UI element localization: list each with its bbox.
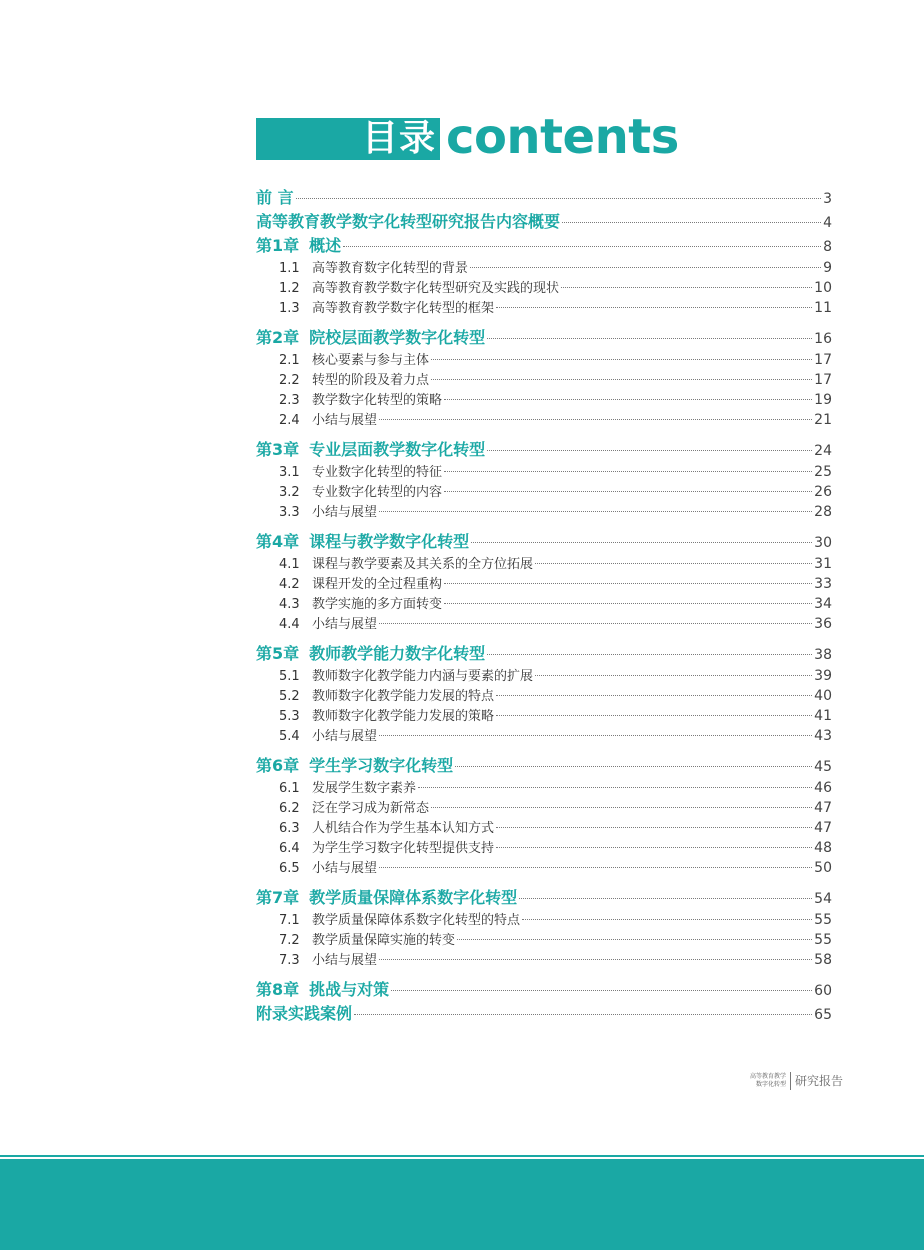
toc-page-number: 9: [823, 260, 832, 276]
toc-entry-title: 挑战与对策: [309, 980, 390, 999]
toc-entry-number: 第5章: [256, 644, 300, 663]
toc-entry-label: [256, 687, 494, 707]
toc-entry-label: [256, 754, 453, 778]
toc-entry-label: [256, 210, 560, 234]
toc-dot-leader: [379, 511, 812, 512]
toc-gap: [256, 634, 832, 642]
toc-entry-number: 3.3: [279, 505, 300, 520]
toc-section-row[interactable]: [256, 462, 832, 482]
footer-band: [0, 1159, 924, 1250]
toc-entry-number: 6.2: [279, 801, 300, 816]
toc-entry-title: 小结与展望: [312, 729, 378, 744]
toc-entry-number: 4.4: [279, 617, 300, 632]
toc-section-row[interactable]: [256, 554, 832, 574]
toc-entry-title: 附录实践案例: [256, 1004, 353, 1023]
toc-entry-number: 4.1: [279, 557, 300, 572]
toc-section-row[interactable]: [256, 726, 832, 746]
toc-dot-leader: [343, 246, 821, 247]
toc-dot-leader: [496, 847, 812, 848]
toc-entry-title: 为学生学习数字化转型提供支持: [312, 841, 495, 856]
toc-entry-label: [256, 463, 442, 483]
title-cn: 目录: [362, 118, 437, 159]
toc-page-number: 34: [814, 596, 832, 612]
toc-dot-leader: [379, 419, 812, 420]
toc-page-number: 54: [814, 891, 832, 907]
toc-entry-number: 2.3: [279, 393, 300, 408]
toc-chapter-row[interactable]: [256, 326, 832, 350]
toc-dot-leader: [444, 603, 812, 604]
toc-section-row[interactable]: [256, 482, 832, 502]
toc-entry-number: 5.3: [279, 709, 300, 724]
footer-logo-line1: 高等教育教学: [749, 1073, 786, 1080]
toc-page-number: 65: [814, 1007, 832, 1023]
toc-gap: [256, 746, 832, 754]
toc-entry-label: [256, 1002, 352, 1026]
toc-entry-label: [256, 351, 429, 371]
toc-entry-label: [256, 371, 429, 391]
toc-entry-number: 2.2: [279, 373, 300, 388]
toc-entry-label: [256, 391, 442, 411]
toc-entry-number: 3.1: [279, 465, 300, 480]
toc-entry-label: [256, 886, 517, 910]
toc-page-number: 55: [814, 912, 832, 928]
toc-entry-number: 1.2: [279, 281, 300, 296]
toc-chapter-row[interactable]: [256, 978, 832, 1002]
toc-chapter-row[interactable]: [256, 186, 832, 210]
toc-entry-title: 教师数字化教学能力发展的特点: [312, 689, 495, 704]
toc-page-number: 58: [814, 952, 832, 968]
toc-entry-number: 第8章: [256, 980, 300, 999]
footer-logo-line2: 数字化转型: [755, 1081, 786, 1088]
footer-logo-divider: [790, 1072, 791, 1090]
toc-entry-title: 课程与教学数字化转型: [309, 532, 470, 551]
toc-dot-leader: [496, 715, 812, 716]
toc-page-number: 41: [814, 708, 832, 724]
toc-page-number: 45: [814, 759, 832, 775]
toc-entry-title: 专业层面教学数字化转型: [309, 440, 486, 459]
toc-entry-title: 课程开发的全过程重构: [312, 577, 443, 592]
toc-chapter-row[interactable]: [256, 438, 832, 462]
toc-entry-label: [256, 727, 377, 747]
toc-entry-label: [256, 859, 377, 879]
toc-section-row[interactable]: [256, 858, 832, 878]
toc-entry-label: [256, 259, 468, 279]
toc-gap: [256, 522, 832, 530]
toc-entry-title: 发展学生数字素养: [312, 781, 417, 796]
toc-entry-label: [256, 299, 494, 319]
toc-entry-number: 7.1: [279, 913, 300, 928]
toc-dot-leader: [444, 583, 812, 584]
toc-section-row[interactable]: [256, 798, 832, 818]
toc-entry-label: [256, 483, 442, 503]
toc-section-row[interactable]: [256, 910, 832, 930]
toc-entry-title: 专业数字化转型的特征: [312, 465, 443, 480]
toc-page-number: 55: [814, 932, 832, 948]
toc-dot-leader: [487, 654, 812, 655]
toc-entry-number: 4.2: [279, 577, 300, 592]
toc-dot-leader: [379, 735, 812, 736]
toc-entry-label: [256, 707, 494, 727]
toc-entry-title: 教师数字化教学能力发展的策略: [312, 709, 495, 724]
toc-entry-title: 小结与展望: [312, 617, 378, 632]
toc-section-row[interactable]: [256, 614, 832, 634]
toc-dot-leader: [487, 450, 812, 451]
toc-section-row[interactable]: [256, 410, 832, 430]
toc-page-number: 10: [814, 280, 832, 296]
toc-section-row[interactable]: [256, 350, 832, 370]
toc-section-row[interactable]: [256, 818, 832, 838]
toc-page-number: 26: [814, 484, 832, 500]
toc-dot-leader: [496, 307, 812, 308]
toc-section-row[interactable]: [256, 778, 832, 798]
toc-entry-number: 5.1: [279, 669, 300, 684]
toc-dot-leader: [391, 990, 812, 991]
toc-entry-title: 小结与展望: [312, 953, 378, 968]
toc-title: [256, 109, 706, 165]
toc-entry-number: 2.1: [279, 353, 300, 368]
toc-page-number: 50: [814, 860, 832, 876]
toc-chapter-row[interactable]: [256, 754, 832, 778]
toc-page-number: 21: [814, 412, 832, 428]
toc-entry-number: 5.2: [279, 689, 300, 704]
toc-entry-label: [256, 799, 429, 819]
toc-entry-label: [256, 530, 469, 554]
toc-entry-label: [256, 978, 389, 1002]
toc-entry-title: 前 言: [256, 188, 294, 207]
toc-chapter-row[interactable]: [256, 1002, 832, 1026]
toc-dot-leader: [455, 766, 812, 767]
toc-chapter-row[interactable]: [256, 210, 832, 234]
toc-entry-number: 6.5: [279, 861, 300, 876]
toc-entry-title: 教学质量保障体系数字化转型: [309, 888, 518, 907]
footer-logo-text: 研究报告: [795, 1074, 844, 1088]
toc-entry-title: 学生学习数字化转型: [309, 756, 454, 775]
toc-entry-label: [256, 411, 377, 431]
toc-page-number: 19: [814, 392, 832, 408]
toc-entry-number: 第7章: [256, 888, 300, 907]
toc-dot-leader: [562, 222, 821, 223]
toc-section-row[interactable]: [256, 502, 832, 522]
toc-gap: [256, 970, 832, 978]
toc-entry-number: 第3章: [256, 440, 300, 459]
toc-page-number: 4: [823, 215, 832, 231]
toc-entry-title: 专业数字化转型的内容: [312, 485, 443, 500]
toc-section-row[interactable]: [256, 574, 832, 594]
toc-dot-leader: [471, 542, 812, 543]
toc-entry-title: 教学质量保障实施的转变: [312, 933, 456, 948]
toc-dot-leader: [535, 675, 812, 676]
toc-entry-label: [256, 642, 485, 666]
title-en: contents: [446, 109, 679, 165]
toc-entry-label: [256, 186, 294, 210]
toc-entry-label: [256, 595, 442, 615]
toc-page-number: 39: [814, 668, 832, 684]
toc-page-number: 3: [823, 191, 832, 207]
toc-entry-title: 高等教育教学数字化转型的框架: [312, 301, 495, 316]
toc-entry-title: 人机结合作为学生基本认知方式: [312, 821, 495, 836]
toc-entry-label: [256, 234, 341, 258]
toc-entry-label: [256, 931, 455, 951]
toc-section-row[interactable]: [256, 706, 832, 726]
toc-page-number: 28: [814, 504, 832, 520]
toc-entry-title: 高等教育教学数字化转型研究及实践的现状: [312, 281, 560, 296]
toc-page-number: 25: [814, 464, 832, 480]
toc-gap: [256, 318, 832, 326]
toc-dot-leader: [379, 623, 812, 624]
toc-entry-number: 7.3: [279, 953, 300, 968]
toc-dot-leader: [519, 898, 812, 899]
toc-entry-title: 教学实施的多方面转变: [312, 597, 443, 612]
toc-entry-title: 高等教育数字化转型的背景: [312, 261, 469, 276]
toc-entry-number: 第4章: [256, 532, 300, 551]
toc-gap: [256, 878, 832, 886]
toc-dot-leader: [535, 563, 812, 564]
toc-entry-title: 转型的阶段及着力点: [312, 373, 430, 388]
toc-entry-title: 概述: [309, 236, 342, 255]
toc-section-row[interactable]: [256, 930, 832, 950]
toc-entry-number: 第6章: [256, 756, 300, 775]
toc-entry-number: 2.4: [279, 413, 300, 428]
toc-page-number: 16: [814, 331, 832, 347]
toc-section-row[interactable]: [256, 950, 832, 970]
toc-entry-number: 4.3: [279, 597, 300, 612]
toc-entry-title: 小结与展望: [312, 861, 378, 876]
toc-entry-label: [256, 279, 559, 299]
toc-dot-leader: [431, 379, 812, 380]
toc-entry-title: 泛在学习成为新常态: [312, 801, 430, 816]
toc-dot-leader: [379, 867, 812, 868]
toc-page-number: 48: [814, 840, 832, 856]
footer-logo-small: [745, 1073, 786, 1089]
toc-entry-title: 教学数字化转型的策略: [312, 393, 443, 408]
toc-dot-leader: [470, 267, 821, 268]
toc-page-number: 36: [814, 616, 832, 632]
toc-page-number: 43: [814, 728, 832, 744]
toc-dot-leader: [444, 399, 812, 400]
toc-entry-label: [256, 839, 494, 859]
toc-entry-title: 小结与展望: [312, 413, 378, 428]
toc-section-row[interactable]: [256, 838, 832, 858]
toc-entry-label: [256, 555, 533, 575]
toc-dot-leader: [354, 1014, 812, 1015]
toc-page-number: 40: [814, 688, 832, 704]
toc-page-number: 8: [823, 239, 832, 255]
toc-page-number: 17: [814, 352, 832, 368]
toc-chapter-row[interactable]: [256, 886, 832, 910]
toc-section-row[interactable]: [256, 258, 832, 278]
toc-entry-number: 5.4: [279, 729, 300, 744]
toc-dot-leader: [296, 198, 822, 199]
footer-band-line: [0, 1155, 924, 1157]
toc-entry-title: 教师教学能力数字化转型: [309, 644, 486, 663]
toc-page-number: 60: [814, 983, 832, 999]
toc-chapter-row[interactable]: [256, 530, 832, 554]
toc-entry-label: [256, 951, 377, 971]
toc-section-row[interactable]: [256, 370, 832, 390]
toc-page-number: 17: [814, 372, 832, 388]
toc-entry-title: 课程与教学要素及其关系的全方位拓展: [312, 557, 534, 572]
toc-dot-leader: [487, 338, 812, 339]
toc-entry-number: 6.1: [279, 781, 300, 796]
toc-entry-title: 教师数字化教学能力内涵与要素的扩展: [312, 669, 534, 684]
toc-section-row[interactable]: [256, 686, 832, 706]
toc-page-number: 31: [814, 556, 832, 572]
toc-dot-leader: [431, 807, 812, 808]
toc-entry-number: 6.3: [279, 821, 300, 836]
toc-entry-label: [256, 615, 377, 635]
toc-dot-leader: [561, 287, 812, 288]
toc-gap: [256, 430, 832, 438]
toc-page-number: 47: [814, 800, 832, 816]
toc-entry-title: 核心要素与参与主体: [312, 353, 430, 368]
toc-entry-title: 教学质量保障体系数字化转型的特点: [312, 913, 521, 928]
toc-dot-leader: [444, 491, 812, 492]
toc-page-number: 11: [814, 300, 832, 316]
toc-section-row[interactable]: [256, 594, 832, 614]
toc-entry-title: 小结与展望: [312, 505, 378, 520]
toc-entry-number: 1.3: [279, 301, 300, 316]
toc-section-row[interactable]: [256, 298, 832, 318]
toc-entry-label: [256, 503, 377, 523]
toc-page-number: 47: [814, 820, 832, 836]
toc-entry-number: 3.2: [279, 485, 300, 500]
toc-dot-leader: [444, 471, 812, 472]
toc-dot-leader: [522, 919, 812, 920]
toc-page-number: 30: [814, 535, 832, 551]
toc-entry-label: [256, 911, 520, 931]
toc-entry-number: 1.1: [279, 261, 300, 276]
toc-entry-number: 第1章: [256, 236, 300, 255]
toc-section-row[interactable]: [256, 390, 832, 410]
toc-section-row[interactable]: [256, 666, 832, 686]
toc-page-number: 38: [814, 647, 832, 663]
toc-dot-leader: [418, 787, 812, 788]
toc-entry-label: [256, 779, 416, 799]
toc-dot-leader: [379, 959, 812, 960]
toc-entry-label: [256, 819, 494, 839]
toc-entry-number: 第2章: [256, 328, 300, 347]
toc-page-number: 46: [814, 780, 832, 796]
toc-entry-number: 7.2: [279, 933, 300, 948]
toc-entry-label: [256, 438, 485, 462]
toc-dot-leader: [496, 695, 812, 696]
toc-chapter-row[interactable]: [256, 642, 832, 666]
toc-entry-label: [256, 575, 442, 595]
toc-page-number: 24: [814, 443, 832, 459]
toc-entry-number: 6.4: [279, 841, 300, 856]
toc-page-number: 33: [814, 576, 832, 592]
toc-entry-label: [256, 667, 533, 687]
toc-section-row[interactable]: [256, 278, 832, 298]
toc-dot-leader: [431, 359, 812, 360]
table-of-contents: [256, 186, 832, 1026]
toc-entry-label: [256, 326, 485, 350]
toc-entry-title: 院校层面教学数字化转型: [309, 328, 486, 347]
toc-dot-leader: [457, 939, 812, 940]
toc-entry-title: 高等教育教学数字化转型研究报告内容概要: [256, 212, 561, 231]
toc-chapter-row[interactable]: [256, 234, 832, 258]
toc-dot-leader: [496, 827, 812, 828]
